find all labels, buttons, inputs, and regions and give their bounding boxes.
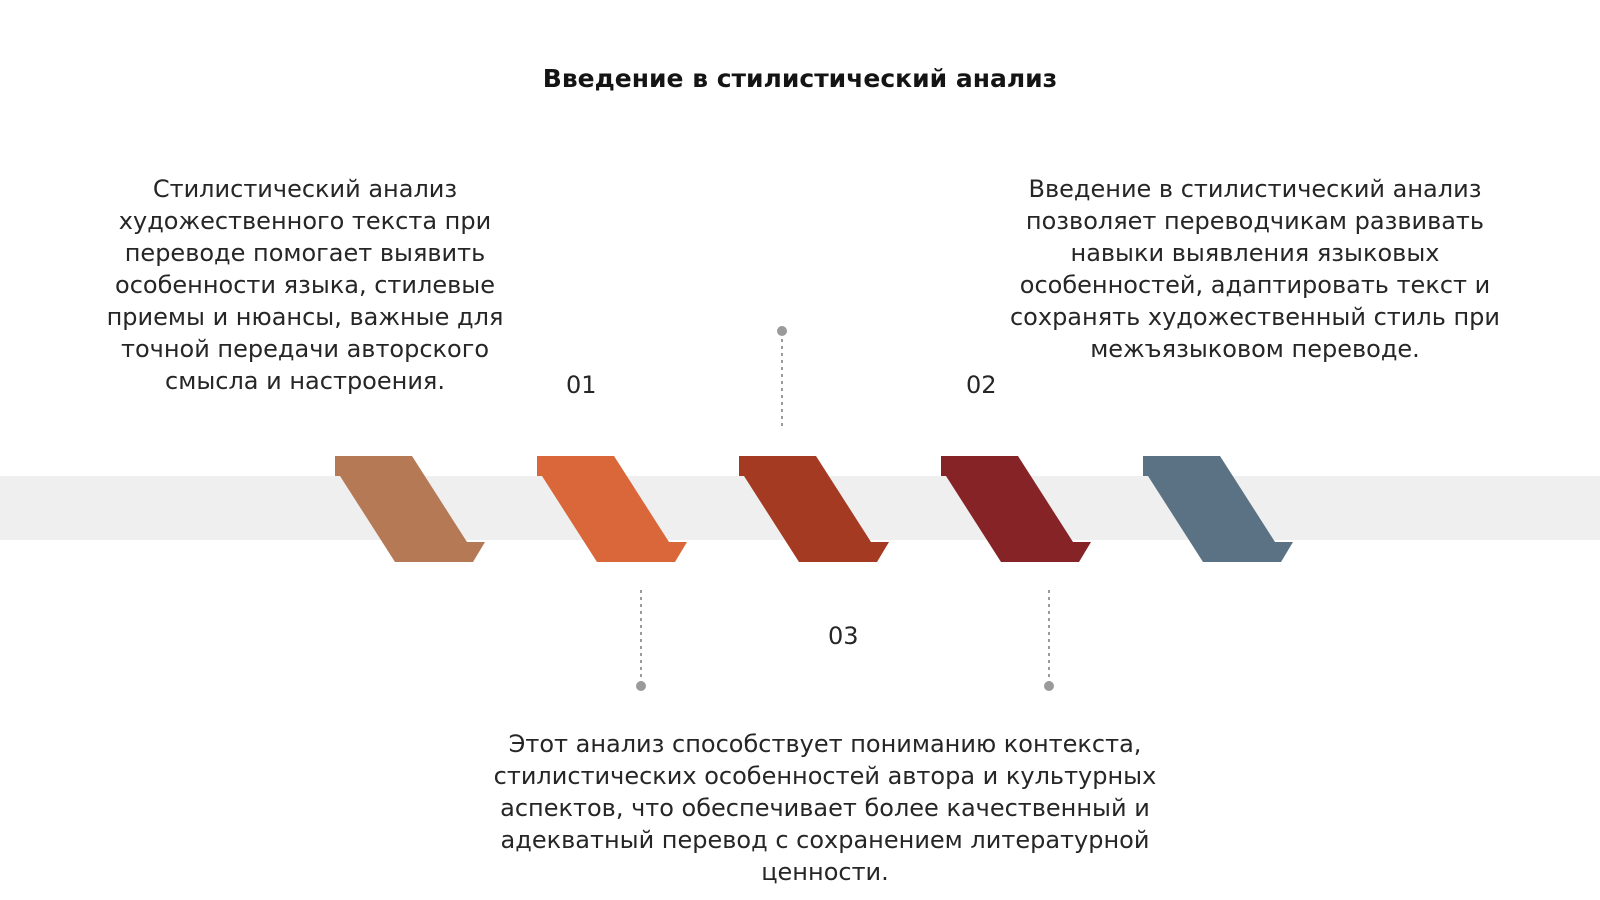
slide-title: Введение в стилистический анализ [542,64,1058,93]
step-02-number: 02 [966,371,997,399]
chevron-shape-2 [537,456,687,562]
chevron-shape-5 [1143,456,1293,562]
step-03-description: Этот анализ способствует пониманию контекста, стилистических особенностей автора и культурных аспектов, что обеспечивает более качественный и адекватный перевод с сохранением литературной ценности. [493,730,1157,886]
step-01-description: Стилистический анализ художественного текста при переводе помогает выявить особенности языка, стилевые приемы и нюансы, важные для точной передачи авторского смысла и настроения. [106,175,504,395]
step-03-number: 03 [828,622,859,650]
connector-bottom-left [636,590,646,691]
chevron-shape-1 [335,456,485,562]
chevron-shape-3 [739,456,889,562]
chevron-shape-4 [941,456,1091,562]
connector-top [777,326,787,428]
step-02-description: Введение в стилистический анализ позволяет переводчикам развивать навыки выявления языковых особенностей, адаптировать текст и сохранять художественный стиль при межъязыковом переводе. [1009,175,1501,363]
connector-bottom-right [1044,590,1054,691]
step-01-number: 01 [566,371,597,399]
